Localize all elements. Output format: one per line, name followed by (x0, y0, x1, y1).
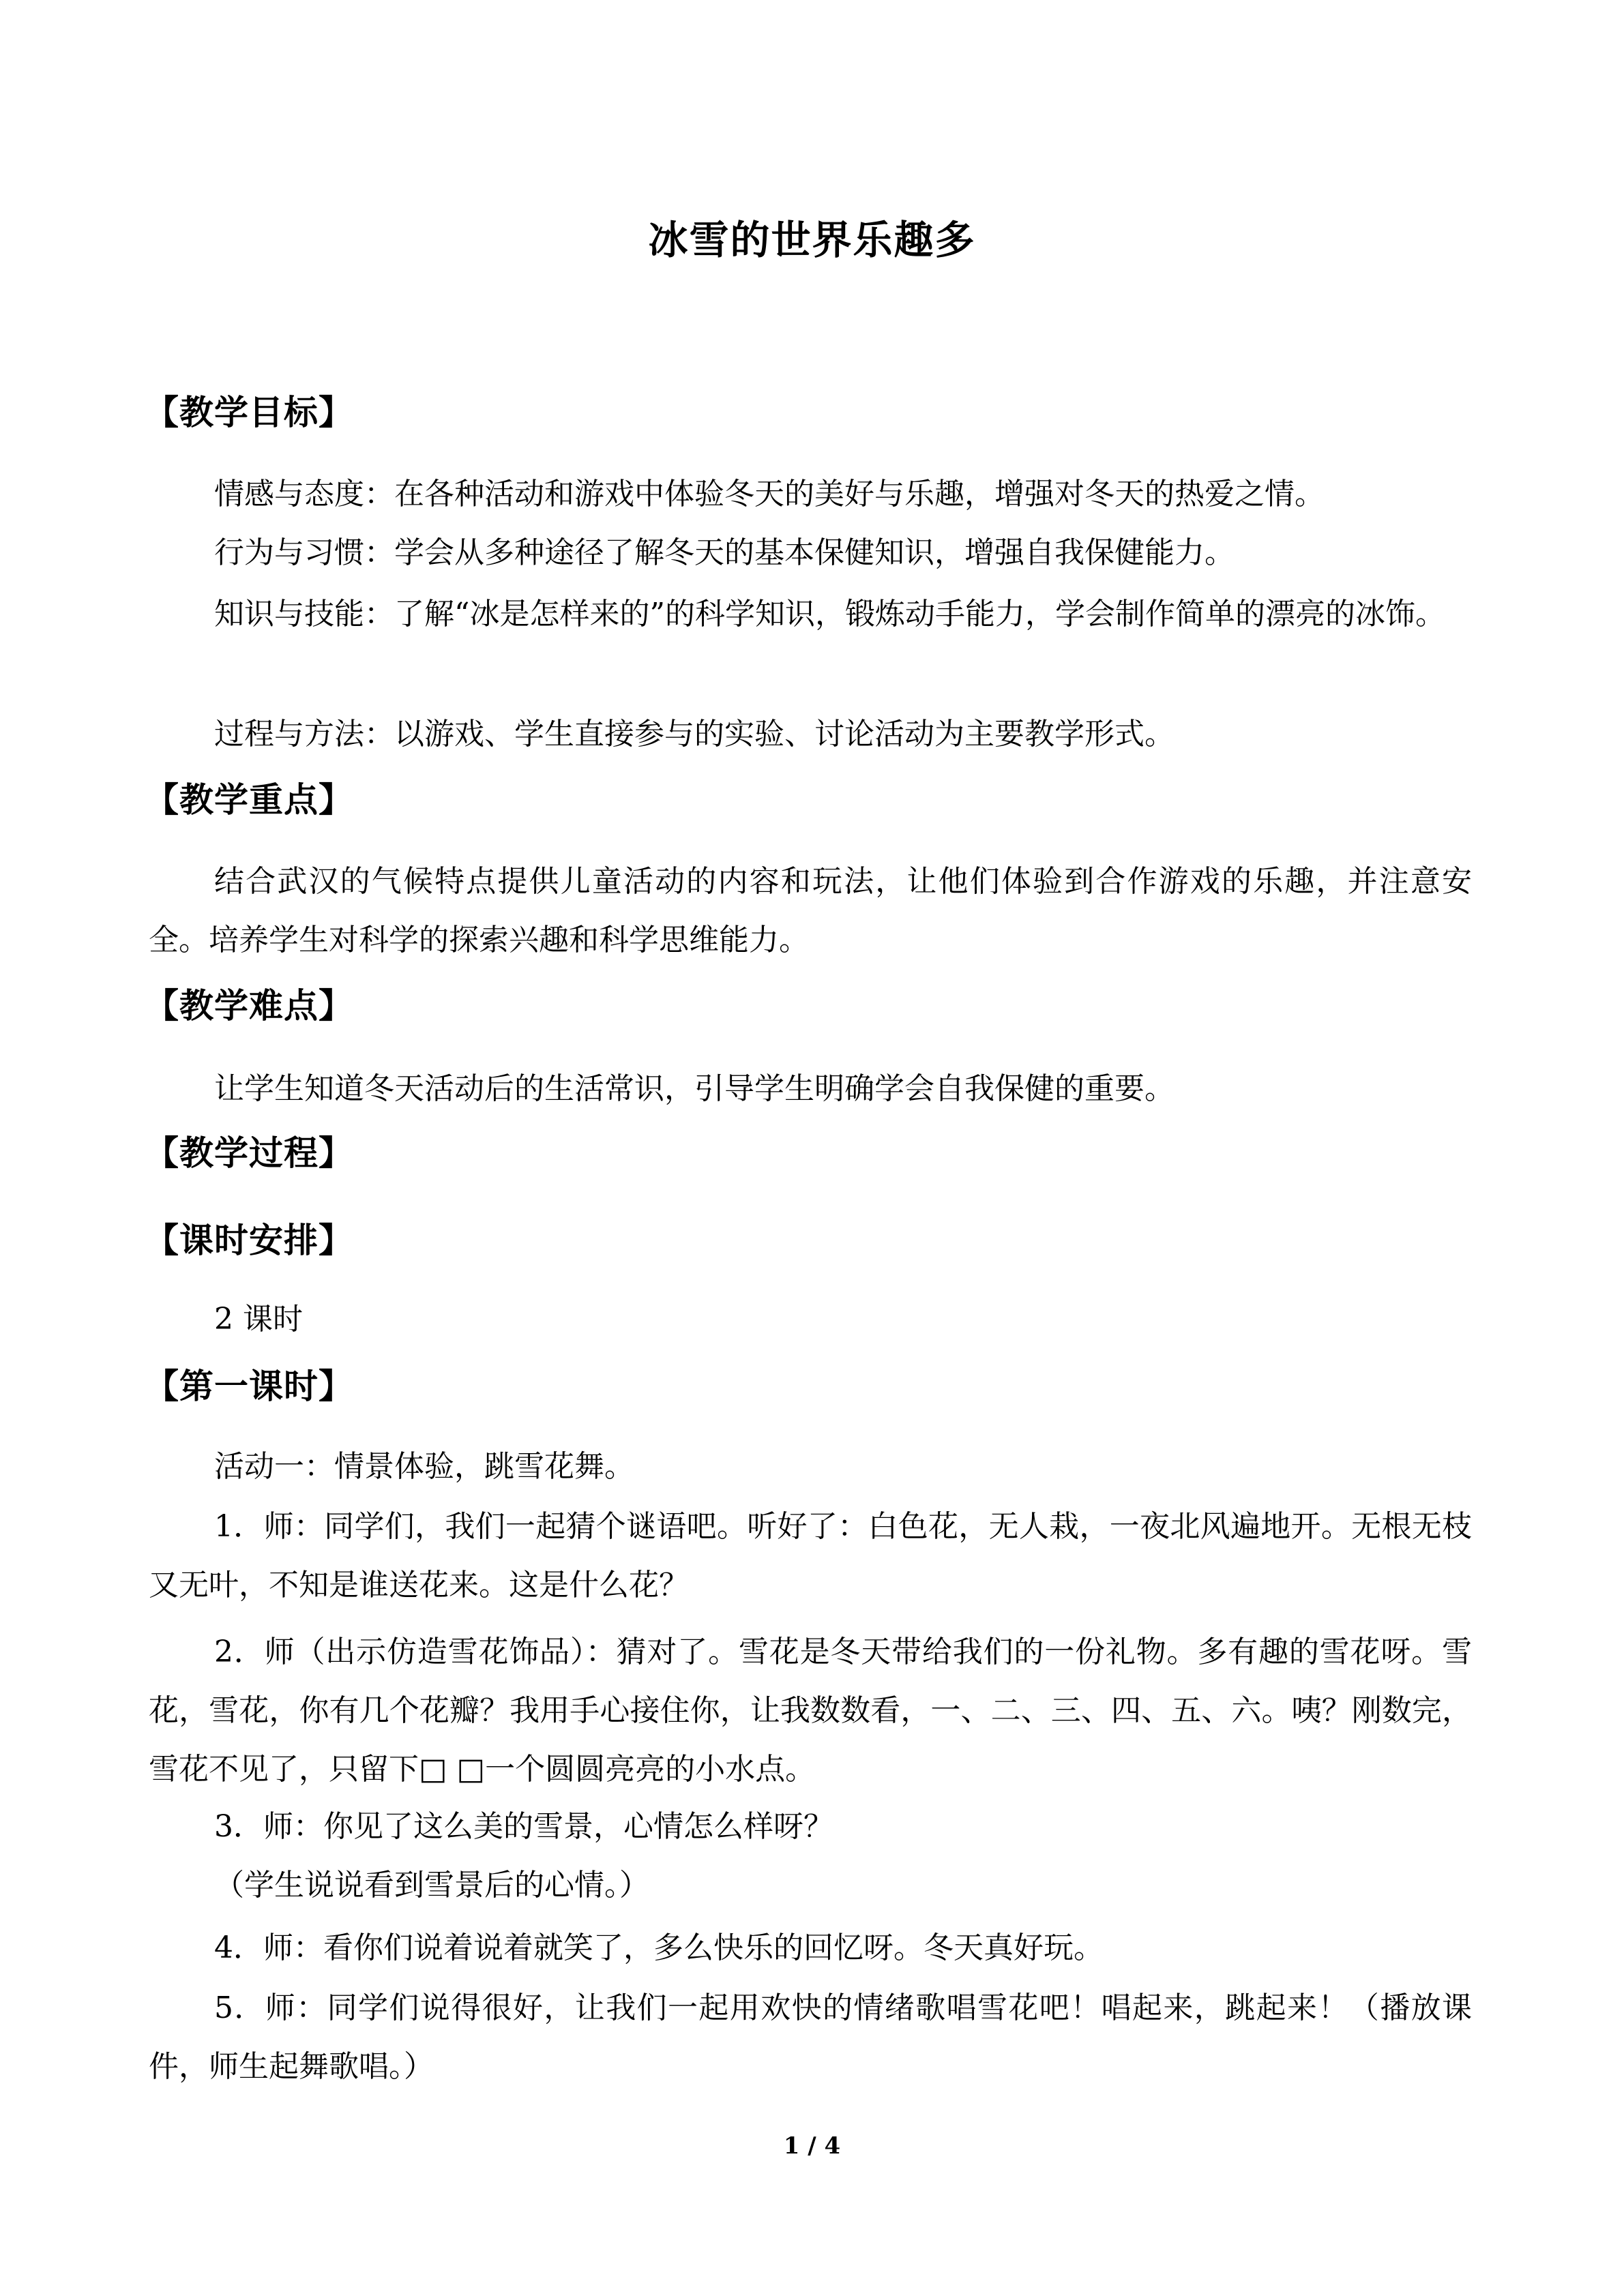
schedule-text: 2 课时 (214, 1302, 303, 1337)
lesson-step-1: 1．师：同学们，我们一起猜个谜语吧。听好了：白色花，无人栽，一夜北风遍地开。无根无枝又无叶，不知是谁送花来。这是什么花？ (149, 1509, 1472, 1602)
lesson-step-4: 4．师：看你们说着说着就笑了，多么快乐的回忆呀。冬天真好玩。 (214, 1930, 1104, 1965)
goal-emotion-attitude: 情感与态度：在各种活动和游戏中体验冬天的美好与乐趣，增强对冬天的热爱之情。 (214, 477, 1325, 511)
lesson-step-2: 2．师（出示仿造雪花饰品）：猜对了。雪花是冬天带给我们的一份礼物。多有趣的雪花呀。雪花，雪花，你有几个花瓣？我用手心接住你，让我数数看，一、二、三、四、五、六。咦？刚数完，雪花不见了，只留下□ □一个圆圆亮亮的小水点。 (149, 1635, 1472, 1787)
heading-difficulties: 【教学难点】 (145, 986, 353, 1026)
lesson-step-5: 5．师：同学们说得很好，让我们一起用欢快的情绪歌唱雪花吧！唱起来，跳起来！（播放课件，师生起舞歌唱。） (149, 1991, 1472, 2084)
goal-process-method: 过程与方法：以游戏、学生直接参与的实验、讨论活动为主要教学形式。 (214, 717, 1175, 751)
activity-one-title: 活动一：情景体验，跳雪花舞。 (214, 1449, 634, 1484)
lesson-step-3-note: （学生说说看到雪景后的心情。） (214, 1868, 649, 1903)
page-number: 1 / 4 (783, 2132, 841, 2160)
key-points-text: 结合武汉的气候特点提供儿童活动的内容和玩法，让他们体验到合作游戏的乐趣，并注意安全。培养学生对科学的探索兴趣和科学思维能力。 (149, 864, 1472, 957)
heading-schedule: 【课时安排】 (145, 1221, 353, 1260)
heading-teaching-goals: 【教学目标】 (145, 393, 353, 432)
heading-key-points: 【教学重点】 (145, 780, 353, 820)
goal-knowledge-skills: 知识与技能：了解“冰是怎样来的”的科学知识，锻炼动手能力，学会制作简单的漂亮的冰饰。 (214, 597, 1445, 631)
difficulties-text: 让学生知道冬天活动后的生活常识，引导学生明确学会自我保健的重要。 (214, 1071, 1175, 1106)
heading-lesson-one: 【第一课时】 (145, 1367, 353, 1406)
heading-teaching-process: 【教学过程】 (145, 1133, 353, 1173)
goal-behavior-habits: 行为与习惯：学会从多种途径了解冬天的基本保健知识，增强自我保健能力。 (214, 535, 1235, 570)
page-title: 冰雪的世界乐趣多 (648, 217, 976, 263)
lesson-step-3: 3．师：你见了这么美的雪景，心情怎么样呀？ (214, 1809, 833, 1844)
